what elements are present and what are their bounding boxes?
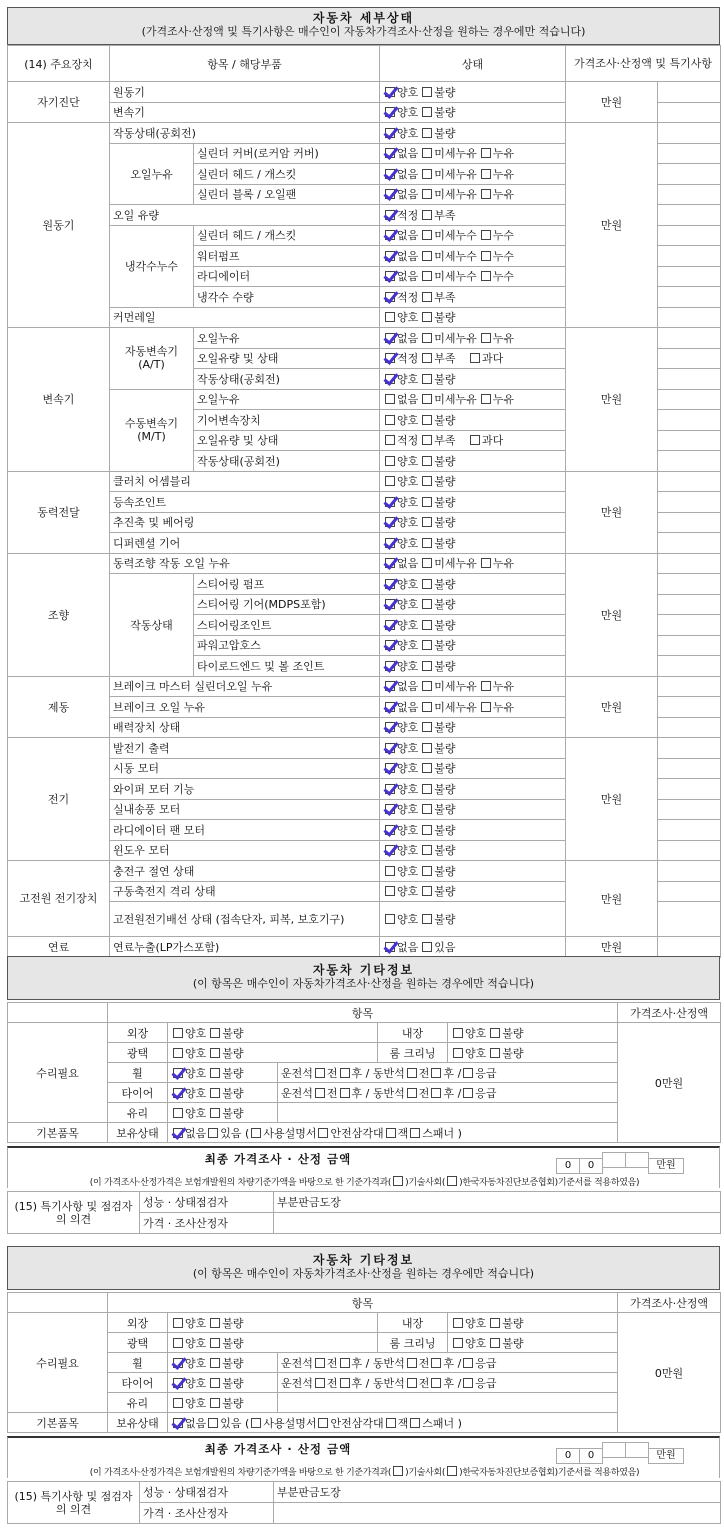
- checkbox[interactable]: [318, 1128, 328, 1138]
- final-box-2: [7, 1436, 720, 1478]
- detail-header: [7, 7, 720, 45]
- etc-title: 자동차 기타정보: [312, 963, 415, 977]
- checkbox[interactable]: [481, 189, 491, 199]
- checkbox[interactable]: [318, 1418, 328, 1428]
- checkbox[interactable]: [422, 620, 432, 630]
- checkbox[interactable]: [385, 702, 395, 712]
- item-label: 기어변속장치: [194, 410, 380, 431]
- item-label: 연료누출(LP가스포함): [110, 937, 380, 958]
- checkbox[interactable]: [173, 1418, 183, 1428]
- item-label: 라디에이터 팬 모터: [110, 820, 380, 841]
- etc-room-clean: 룸 크리닝: [378, 1043, 448, 1063]
- checkbox[interactable]: [385, 640, 395, 650]
- checkbox[interactable]: [340, 1358, 350, 1368]
- etc-header: [7, 956, 720, 1000]
- checkbox[interactable]: [422, 210, 432, 220]
- checkbox[interactable]: [210, 1068, 220, 1078]
- item-label: 파워고압호스: [194, 635, 380, 656]
- price-cell: 만원: [566, 738, 658, 861]
- checkbox[interactable]: [315, 1358, 325, 1368]
- special-table: [7, 1191, 721, 1234]
- price-cell: 만원: [566, 471, 658, 553]
- etc-glass: 유리: [108, 1393, 168, 1413]
- etc-glass: 유리: [108, 1103, 168, 1123]
- price-cell: 만원: [566, 123, 658, 328]
- checkbox[interactable]: [463, 1358, 473, 1368]
- group-brake: 제동: [8, 676, 110, 738]
- etc-wheel: 휠: [108, 1063, 168, 1083]
- checkbox[interactable]: [315, 1068, 325, 1078]
- etc-exterior: 외장: [108, 1313, 168, 1333]
- checkbox[interactable]: [422, 661, 432, 671]
- checkbox[interactable]: [422, 230, 432, 240]
- checkbox[interactable]: [463, 1088, 473, 1098]
- item-label: 스티어링 기어(MDPS포함): [194, 594, 380, 615]
- checkbox[interactable]: [422, 804, 432, 814]
- etc-table-2: 항목 가격조사·산정액 수리필요 외장 양호 불량 내장 양호 불량 0만원 광택 양호 불량 룸 크리닝 양호 불량 휠 양호 불량 운전석 전 후 / 동반석 전 후 / 응급 타이어 양호 불량 운전석 전 후 / 동반석 전 후 / 응급 유리 양호 불량 기본품목 보유상태 없음 있음 ( 사용설명서 안전삼각대 잭 스패너 ): [7, 1292, 721, 1433]
- item-label: 오일누유: [194, 389, 380, 410]
- checkbox[interactable]: [422, 148, 432, 158]
- checkbox[interactable]: [481, 271, 491, 281]
- checkbox[interactable]: [481, 702, 491, 712]
- checkbox[interactable]: [385, 558, 395, 568]
- special-label: (15) 특기사항 및 점검자의 의견: [8, 1192, 140, 1234]
- checkbox[interactable]: [422, 87, 432, 97]
- item-label: 충전구 절연 상태: [110, 861, 380, 882]
- checkbox[interactable]: [422, 271, 432, 281]
- checkbox[interactable]: [453, 1318, 463, 1328]
- checkbox[interactable]: [208, 1418, 218, 1428]
- basic-label: 기본품목: [8, 1123, 108, 1143]
- price-cell: 만원: [566, 553, 658, 676]
- checkbox[interactable]: [385, 292, 395, 302]
- sub-group: 수동변속기 (M/T): [110, 389, 194, 471]
- item-label: 등속조인트: [110, 492, 380, 513]
- etc-gloss: 광택: [108, 1043, 168, 1063]
- checkbox[interactable]: [385, 743, 395, 753]
- etc-wheel: 휠: [108, 1353, 168, 1373]
- item-label: 변속기: [110, 102, 380, 123]
- checkbox[interactable]: [385, 886, 395, 896]
- checkbox[interactable]: [422, 394, 432, 404]
- group-self-diag: 자기진단: [8, 82, 110, 123]
- item-label: 시동 모터: [110, 758, 380, 779]
- checkbox[interactable]: [385, 456, 395, 466]
- sub-group: 냉각수누수: [110, 225, 194, 307]
- special-label: (15) 특기사항 및 점검자의 의견: [8, 1482, 140, 1524]
- etc-tire: 타이어: [108, 1083, 168, 1103]
- checkbox[interactable]: [422, 702, 432, 712]
- checkbox[interactable]: [453, 1338, 463, 1348]
- checkbox[interactable]: [407, 1378, 417, 1388]
- repair-label: 수리필요: [8, 1313, 108, 1413]
- assessor-label: 가격 · 조사산정자: [140, 1213, 274, 1234]
- checkbox[interactable]: [422, 681, 432, 691]
- checkbox[interactable]: [385, 435, 395, 445]
- etc-price: 0만원: [618, 1313, 721, 1433]
- col-item: 항목 / 해당부품: [110, 46, 380, 82]
- item-label: 오일 유량: [110, 205, 380, 226]
- checkbox[interactable]: [173, 1108, 183, 1118]
- final-title: 최종 가격조사 · 산정 금액: [204, 1442, 352, 1456]
- col-state: 상태: [380, 46, 566, 82]
- item-label: 커먼레일: [110, 307, 380, 328]
- special-note: 부분판금도장: [274, 1482, 721, 1503]
- basic-label: 기본품목: [8, 1413, 108, 1433]
- final-note: (이 가격조사·산정가격은 보험개발원의 차량기준가액을 바탕으로 한 기준가격과( )기술사회( )한국자동차진단보증협회)기준서를 적용하였음): [89, 1468, 640, 1478]
- etc-gloss: 광택: [108, 1333, 168, 1353]
- checkbox[interactable]: [385, 804, 395, 814]
- checkbox[interactable]: [385, 312, 395, 322]
- checkbox[interactable]: [422, 435, 432, 445]
- etc-col-price: 가격조사·산정액: [618, 1003, 721, 1023]
- checkbox[interactable]: [340, 1068, 350, 1078]
- checkbox[interactable]: [385, 169, 395, 179]
- checkbox[interactable]: [340, 1378, 350, 1388]
- checkbox[interactable]: [385, 538, 395, 548]
- item-label: 오일유량 및 상태: [194, 348, 380, 369]
- checkbox[interactable]: [385, 230, 395, 240]
- checkbox[interactable]: [422, 374, 432, 384]
- checkbox[interactable]: [407, 1358, 417, 1368]
- sub-group: 작동상태: [110, 574, 194, 677]
- price-cell: 만원: [566, 328, 658, 472]
- checkbox[interactable]: [173, 1128, 183, 1138]
- checkbox[interactable]: [422, 914, 432, 924]
- etc-tire: 타이어: [108, 1373, 168, 1393]
- checkbox[interactable]: [173, 1088, 183, 1098]
- checkbox[interactable]: [393, 1466, 403, 1476]
- etc-interior: 내장: [378, 1313, 448, 1333]
- checkbox[interactable]: [422, 107, 432, 117]
- checkbox[interactable]: [410, 1418, 420, 1428]
- checkbox[interactable]: [210, 1318, 220, 1328]
- checkbox[interactable]: [315, 1088, 325, 1098]
- checkbox[interactable]: [422, 333, 432, 343]
- special-table-2: [7, 1481, 721, 1524]
- checkbox[interactable]: [422, 476, 432, 486]
- etc-col-item: 항목: [108, 1293, 618, 1313]
- checkbox[interactable]: [385, 148, 395, 158]
- checkbox[interactable]: [470, 435, 480, 445]
- checkbox[interactable]: [385, 476, 395, 486]
- repair-label: 수리필요: [8, 1023, 108, 1123]
- checkbox[interactable]: [490, 1048, 500, 1058]
- checkbox[interactable]: [481, 251, 491, 261]
- checkbox[interactable]: [393, 1176, 403, 1186]
- checkbox[interactable]: [210, 1028, 220, 1038]
- etc-table: 항목 가격조사·산정액 수리필요 외장 양호 불량 내장 양호 불량 0만원 광택 양호 불량 룸 크리닝 양호 불량 휠 양호 불량 운전석 전 후 / 동반석 전 후 / 응급 타이어 양호 불량 운전석 전 후 / 동반석 전 후 / 응급 유리 양호 불량 기본품목 보유상태 없음 있음 ( 사용설명서 안전삼각대 잭 스패너 ): [7, 1002, 721, 1143]
- etc-interior: 내장: [378, 1023, 448, 1043]
- final-note: (이 가격조사·산정가격은 보험개발원의 차량기준가액을 바탕으로 한 기준가격과( )기술사회( )한국자동차진단보증협회)기준서를 적용하였음): [89, 1178, 640, 1188]
- checkbox[interactable]: [407, 1068, 417, 1078]
- checkbox[interactable]: [210, 1378, 220, 1388]
- item-label: 고전원전기배선 상태 (접속단자, 피복, 보호기구): [110, 902, 380, 937]
- item-label: 냉각수 수량: [194, 287, 380, 308]
- state-cell: 양호 불량: [380, 82, 566, 103]
- checkbox[interactable]: [422, 784, 432, 794]
- item-label: 오일누유: [194, 328, 380, 349]
- checkbox[interactable]: [385, 497, 395, 507]
- group-fuel: 연료: [8, 937, 110, 958]
- item-label: 실린더 헤드 / 개스킷: [194, 225, 380, 246]
- checkbox[interactable]: [385, 87, 395, 97]
- item-label: 윈도우 모터: [110, 840, 380, 861]
- item-label: 타이로드엔드 및 볼 조인트: [194, 656, 380, 677]
- inspector-label: 성능 · 상태점검자: [140, 1192, 274, 1213]
- checkbox[interactable]: [173, 1318, 183, 1328]
- checkbox[interactable]: [422, 866, 432, 876]
- item-label: 클러치 어셈블리: [110, 471, 380, 492]
- etc-header-2: [7, 1246, 720, 1290]
- checkbox[interactable]: [422, 415, 432, 425]
- group-electric: 전기: [8, 738, 110, 861]
- checkbox[interactable]: [453, 1048, 463, 1058]
- checkbox[interactable]: [422, 825, 432, 835]
- price-cell: 만원: [566, 82, 658, 123]
- checkbox[interactable]: [410, 1128, 420, 1138]
- checkbox[interactable]: [422, 251, 432, 261]
- checkbox[interactable]: [385, 784, 395, 794]
- checkbox[interactable]: [385, 333, 395, 343]
- checkbox[interactable]: [385, 107, 395, 117]
- checkbox[interactable]: [385, 251, 395, 261]
- checkbox[interactable]: [210, 1398, 220, 1408]
- item-label: 오일유량 및 상태: [194, 430, 380, 451]
- item-label: 원동기: [110, 82, 380, 103]
- item-label: 스티어링조인트: [194, 615, 380, 636]
- checkbox[interactable]: [385, 661, 395, 671]
- item-label: 발전기 출력: [110, 738, 380, 759]
- item-label: 디퍼렌셜 기어: [110, 533, 380, 554]
- checkbox[interactable]: [385, 128, 395, 138]
- checkbox[interactable]: [385, 271, 395, 281]
- item-label: 작동상태(공회전): [194, 369, 380, 390]
- sub-group: 오일누유: [110, 143, 194, 205]
- price-cell: 만원: [566, 861, 658, 937]
- checkbox[interactable]: [173, 1028, 183, 1038]
- item-label: 동력조향 작동 오일 누유: [110, 553, 380, 574]
- checkbox[interactable]: [385, 681, 395, 691]
- checkbox[interactable]: [315, 1378, 325, 1388]
- checkbox[interactable]: [422, 353, 432, 363]
- checkbox[interactable]: [385, 866, 395, 876]
- checkbox[interactable]: [385, 845, 395, 855]
- sub-group: 자동변속기 (A/T): [110, 328, 194, 390]
- checkbox[interactable]: [173, 1398, 183, 1408]
- final-digits: 0 0 만원: [556, 1152, 683, 1174]
- etc-subtitle: (이 항목은 매수인이 자동차가격조사·산정을 원하는 경우에만 적습니다): [192, 1267, 535, 1280]
- checkbox[interactable]: [385, 374, 395, 384]
- checkbox[interactable]: [490, 1318, 500, 1328]
- checkbox[interactable]: [173, 1048, 183, 1058]
- col-main-device: (14) 주요장치: [8, 46, 110, 82]
- detail-table: (14) 주요장치 항목 / 해당부품 상태 가격조사·산정액 및 특기사항 자기진단 원동기 양호 불량 만원 변속기 양호 불량 원동기 작동상태(공회전) 양호 불량 만원 오일누유 실린더 커버(로커암 커버) 없음 미세누유 누유 실린더 헤드 / 개스킷 없음 미세누유 누유 실린더 블록 / 오일팬 없음 미세누유 누유 오일 유량 적정 부족 냉각수누수 실린더 헤드 / 개스킷 없음 미세누수 누수 워터펌프 없음 미세누수 누수 라디에이터 없음 미세누수 누수 냉각수 수량 적정 부족 커먼레일 양호 불량 변속기 자동변속기 (A/T) 오일누유 없음 미세누유 누유 만원 오일유량 및 상태 적정 부족 과다 작동상태(공회전) 양호 불량 수동변속기 (M/T) 오일누유 없음 미세누유 누유 기어변속장치 양호 불량 오일유량 및 상태 적정 부족 과다 작동상태(공회전) 양호 불량 동력전달 클러치 어셈블리 양호 불량 만원 등속조인트 양호 불량 추진축 및 베어링 양호 불량 디퍼렌셜 기어 양호 불량 조향 동력조향 작동 오일 누유 없음 미세누유 누유 만원 작동상태 스티어링 펌프 양호 불량 스티어링 기어(MDPS포함) 양호 불량 스티어링조인트 양호 불량 파워고압호스 양호 불량 타이로드엔드 및 볼 조인트 양호 불량 제동 브레이크 마스터 실린더오일 누유 없음 미세누유 누유 만원 브레이크 오일 누유 없음 미세누유 누유 배력장치 상태 양호 불량 전기 발전기 출력 양호 불량 만원 시동 모터 양호 불량 와이퍼 모터 기능 양호 불량 실내송풍 모터 양호 불량 라디에이터 팬 모터 양호 불량 윈도우 모터 양호 불량 고전원 전기장치 충전구 절연 상태 양호 불량 만원 구동축전지 격리 상태 양호 불량 고전원전기배선 상태 (접속단자, 피복, 보호기구) 양호 불량 연료 연료누출(LP가스포함) 없음 있음 만원: [7, 45, 721, 958]
- item-label: 브레이크 마스터 실린더오일 누유: [110, 676, 380, 697]
- group-steering: 조향: [8, 553, 110, 676]
- checkbox[interactable]: [210, 1088, 220, 1098]
- checkbox[interactable]: [385, 763, 395, 773]
- checkbox[interactable]: [490, 1338, 500, 1348]
- checkbox[interactable]: [422, 312, 432, 322]
- item-label: 와이퍼 모터 기능: [110, 779, 380, 800]
- detail-subtitle: (가격조사·산정액 및 특기사항은 매수인이 자동차가격조사·산정을 원하는 경우에만 적습니다): [141, 25, 586, 38]
- etc-title: 자동차 기타정보: [312, 1253, 415, 1267]
- checkbox[interactable]: [481, 230, 491, 240]
- checkbox[interactable]: [481, 681, 491, 691]
- item-label: 실린더 블록 / 오일팬: [194, 184, 380, 205]
- checkbox[interactable]: [422, 599, 432, 609]
- item-label: 작동상태(공회전): [194, 451, 380, 472]
- special-note: 부분판금도장: [274, 1192, 721, 1213]
- checkbox[interactable]: [210, 1108, 220, 1118]
- item-label: 추진축 및 베어링: [110, 512, 380, 533]
- checkbox[interactable]: [385, 353, 395, 363]
- checkbox[interactable]: [385, 579, 395, 589]
- final-digits: 0 0 만원: [556, 1442, 683, 1464]
- checkbox[interactable]: [208, 1128, 218, 1138]
- checkbox[interactable]: [422, 722, 432, 732]
- item-label: 구동축전지 격리 상태: [110, 881, 380, 902]
- checkbox[interactable]: [385, 914, 395, 924]
- checkbox[interactable]: [251, 1128, 261, 1138]
- checkbox[interactable]: [385, 517, 395, 527]
- checkbox[interactable]: [422, 886, 432, 896]
- col-price: 가격조사·산정액 및 특기사항: [566, 46, 721, 82]
- checkbox[interactable]: [385, 722, 395, 732]
- checkbox[interactable]: [422, 845, 432, 855]
- checkbox[interactable]: [173, 1068, 183, 1078]
- checkbox[interactable]: [210, 1338, 220, 1348]
- item-label: 작동상태(공회전): [110, 123, 380, 144]
- checkbox[interactable]: [422, 292, 432, 302]
- checkbox[interactable]: [481, 169, 491, 179]
- checkbox[interactable]: [173, 1338, 183, 1348]
- assessor-label: 가격 · 조사산정자: [140, 1503, 274, 1524]
- item-label: 브레이크 오일 누유: [110, 697, 380, 718]
- item-label: 실린더 헤드 / 개스킷: [194, 164, 380, 185]
- checkbox[interactable]: [422, 743, 432, 753]
- etc-col-price: 가격조사·산정액: [618, 1293, 721, 1313]
- checkbox[interactable]: [422, 579, 432, 589]
- checkbox[interactable]: [386, 1418, 396, 1428]
- checkbox[interactable]: [385, 942, 395, 952]
- checkbox[interactable]: [481, 558, 491, 568]
- etc-hold: 보유상태: [108, 1413, 168, 1433]
- checkbox[interactable]: [422, 517, 432, 527]
- checkbox[interactable]: [386, 1128, 396, 1138]
- checkbox[interactable]: [463, 1068, 473, 1078]
- checkbox[interactable]: [481, 148, 491, 158]
- price-cell: 만원: [566, 937, 658, 958]
- checkbox[interactable]: [422, 640, 432, 650]
- checkbox[interactable]: [431, 1358, 441, 1368]
- checkbox[interactable]: [385, 825, 395, 835]
- group-power: 동력전달: [8, 471, 110, 553]
- checkbox[interactable]: [422, 942, 432, 952]
- checkbox[interactable]: [422, 456, 432, 466]
- checkbox[interactable]: [422, 128, 432, 138]
- price-cell: 만원: [566, 676, 658, 738]
- group-hv: 고전원 전기장치: [8, 861, 110, 937]
- inspector-label: 성능 · 상태점검자: [140, 1482, 274, 1503]
- checkbox[interactable]: [385, 394, 395, 404]
- checkbox[interactable]: [470, 353, 480, 363]
- final-title: 최종 가격조사 · 산정 금액: [204, 1152, 352, 1166]
- item-label: 실린더 커버(로커암 커버): [194, 143, 380, 164]
- checkbox[interactable]: [210, 1048, 220, 1058]
- checkbox[interactable]: [385, 599, 395, 609]
- item-label: 워터펌프: [194, 246, 380, 267]
- checkbox[interactable]: [210, 1358, 220, 1368]
- checkbox[interactable]: [422, 169, 432, 179]
- checkbox[interactable]: [422, 497, 432, 507]
- checkbox[interactable]: [431, 1088, 441, 1098]
- checkbox[interactable]: [431, 1068, 441, 1078]
- checkbox[interactable]: [463, 1378, 473, 1388]
- checkbox[interactable]: [447, 1176, 457, 1186]
- checkbox[interactable]: [481, 333, 491, 343]
- item-label: 라디에이터: [194, 266, 380, 287]
- item-label: 스티어링 펌프: [194, 574, 380, 595]
- group-engine: 원동기: [8, 123, 110, 328]
- etc-col-item: 항목: [108, 1003, 618, 1023]
- checkbox[interactable]: [481, 394, 491, 404]
- group-transmission: 변속기: [8, 328, 110, 472]
- checkbox[interactable]: [422, 189, 432, 199]
- checkbox[interactable]: [251, 1418, 261, 1428]
- checkbox[interactable]: [422, 538, 432, 548]
- checkbox[interactable]: [340, 1088, 350, 1098]
- checkbox[interactable]: [385, 415, 395, 425]
- etc-subtitle: (이 항목은 매수인이 자동차가격조사·산정을 원하는 경우에만 적습니다): [192, 977, 535, 990]
- item-label: 배력장치 상태: [110, 717, 380, 738]
- item-label: 실내송풍 모터: [110, 799, 380, 820]
- checkbox[interactable]: [431, 1378, 441, 1388]
- checkbox[interactable]: [490, 1028, 500, 1038]
- etc-hold: 보유상태: [108, 1123, 168, 1143]
- checkbox[interactable]: [422, 763, 432, 773]
- checkbox[interactable]: [447, 1466, 457, 1476]
- checkbox[interactable]: [173, 1378, 183, 1388]
- etc-room-clean: 룸 크리닝: [378, 1333, 448, 1353]
- checkbox[interactable]: [453, 1028, 463, 1038]
- checkbox[interactable]: [407, 1088, 417, 1098]
- etc-exterior: 외장: [108, 1023, 168, 1043]
- checkbox[interactable]: [173, 1358, 183, 1368]
- checkbox[interactable]: [385, 210, 395, 220]
- detail-title: 자동차 세부상태: [312, 11, 415, 25]
- checkbox[interactable]: [385, 620, 395, 630]
- etc-price: 0만원: [618, 1023, 721, 1143]
- state-cell: 양호 불량: [380, 102, 566, 123]
- checkbox[interactable]: [422, 558, 432, 568]
- final-box: [7, 1146, 720, 1188]
- checkbox[interactable]: [385, 189, 395, 199]
